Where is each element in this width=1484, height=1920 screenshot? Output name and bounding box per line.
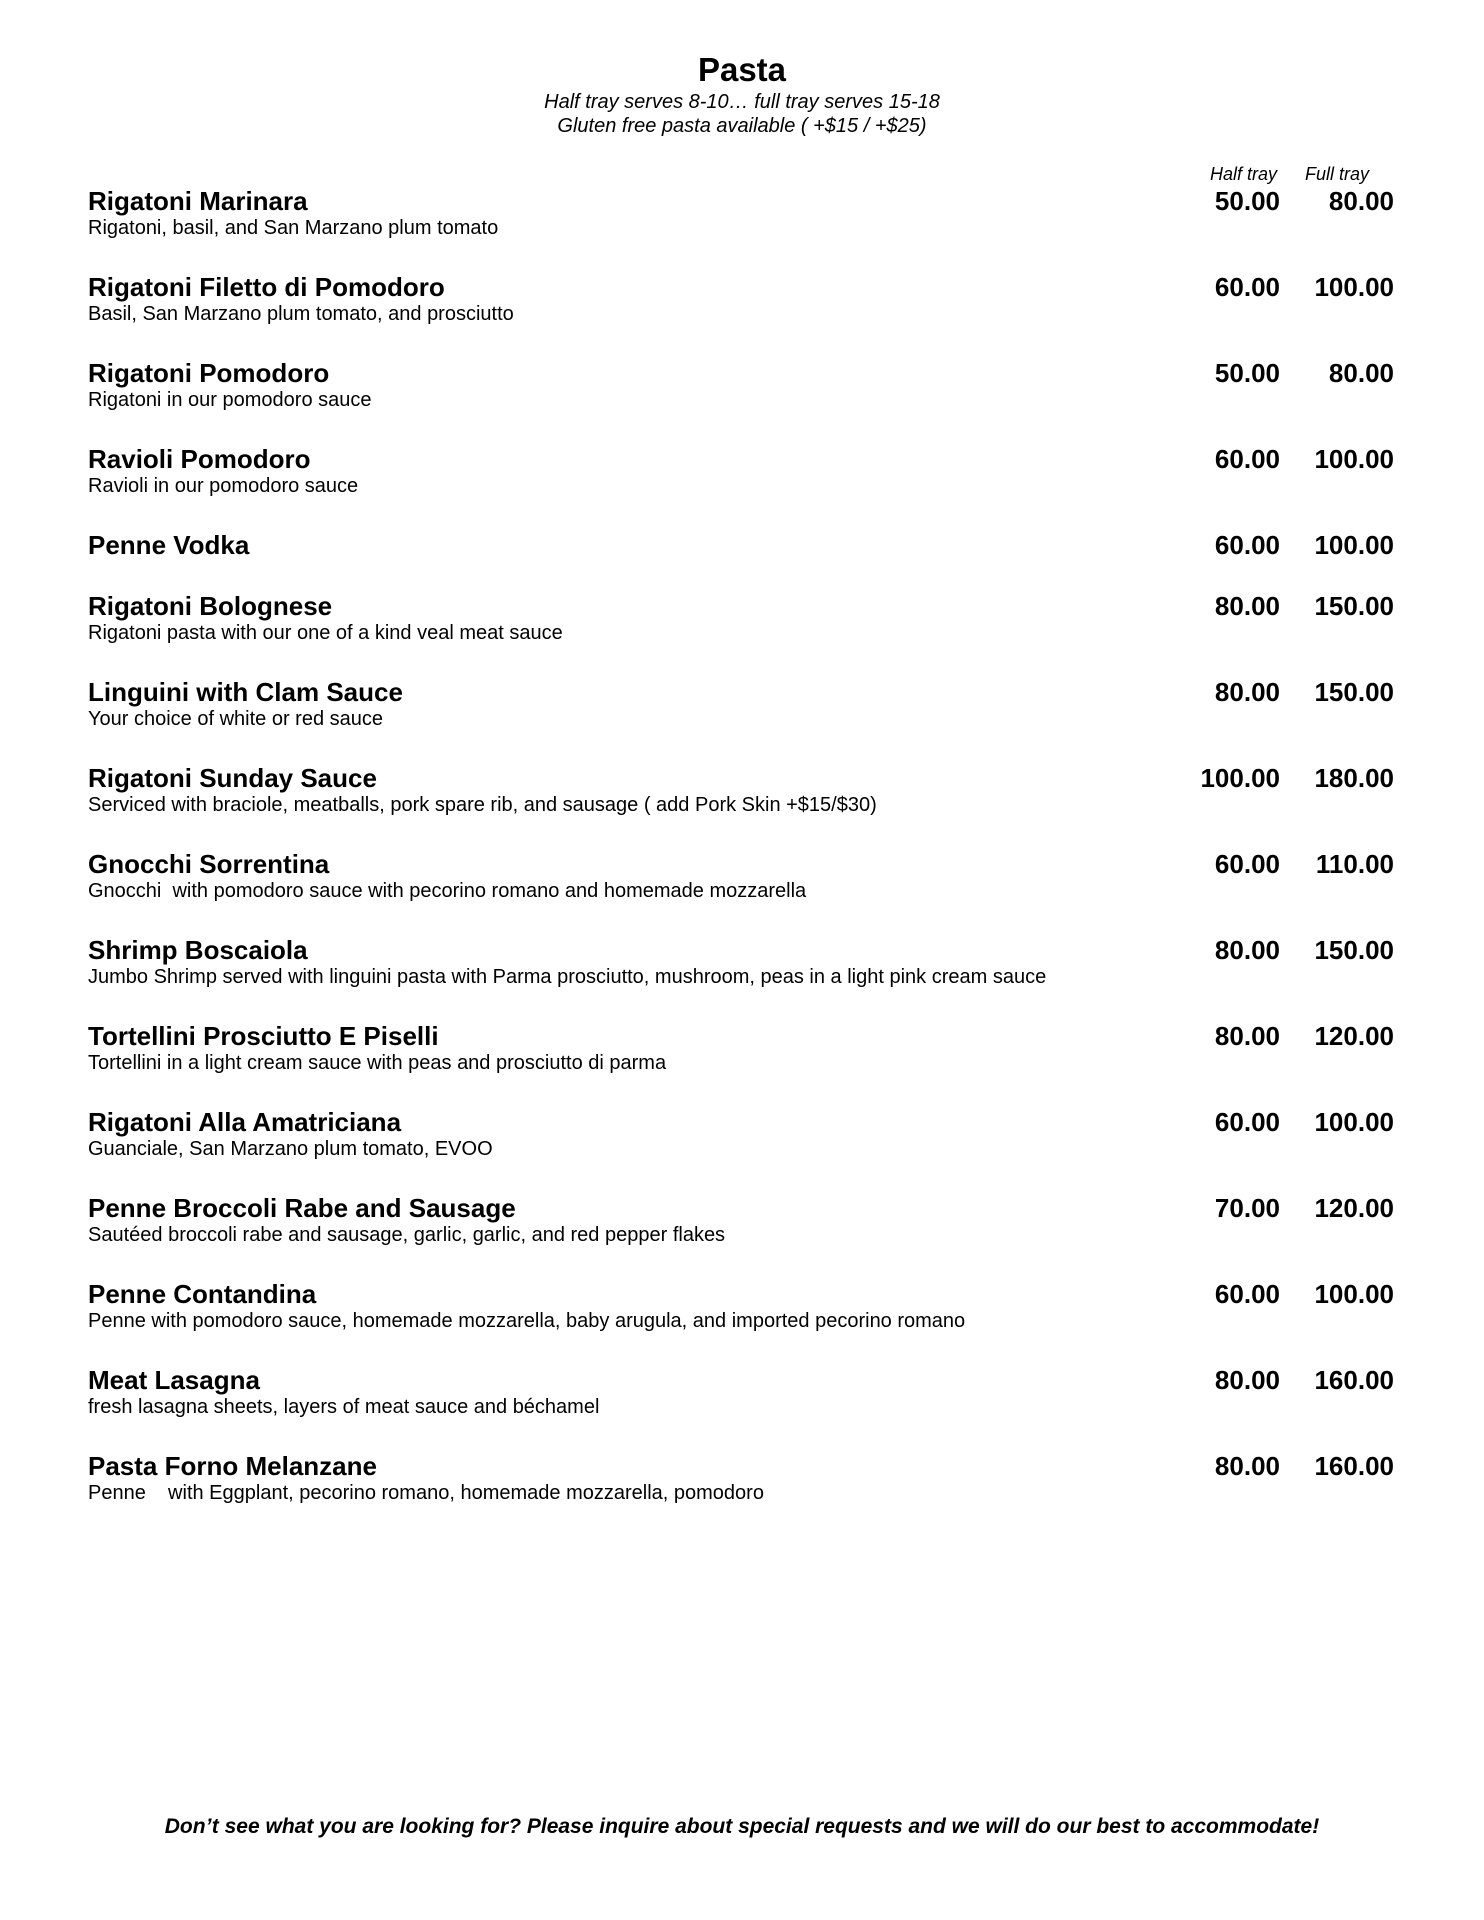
full-tray-price: 160.00	[1314, 1365, 1394, 1395]
item-name: Rigatoni Marinara	[88, 186, 308, 216]
item-name: Rigatoni Bolognese	[88, 591, 333, 621]
item-description: Gnocchi with pomodoro sauce with pecorino romano and homemade mozzarella	[88, 880, 807, 902]
half-tray-price: 50.00	[1214, 186, 1280, 216]
item-description: Ravioli in our pomodoro sauce	[88, 475, 359, 497]
menu-item	[88, 443, 1408, 513]
half-tray-price: 80.00	[1214, 1021, 1280, 1051]
half-tray-price: 60.00	[1214, 849, 1280, 879]
menu-item	[88, 185, 1408, 255]
menu-item	[88, 934, 1408, 1004]
full-tray-column-header: Full tray	[1305, 164, 1370, 184]
half-tray-price: 100.00	[1200, 763, 1280, 793]
half-tray-price: 80.00	[1214, 935, 1280, 965]
item-description: Rigatoni, basil, and San Marzano plum tomato	[88, 217, 499, 239]
menu-item	[88, 1364, 1408, 1434]
item-description: Rigatoni pasta with our one of a kind veal meat sauce	[88, 622, 563, 644]
item-description: Serviced with braciole, meatballs, pork spare rib, and sausage ( add Pork Skin +$15/$30)	[88, 794, 877, 816]
full-tray-price: 150.00	[1314, 935, 1394, 965]
gluten-free-note: Gluten free pasta available ( +$15 / +$25)	[557, 115, 927, 137]
item-description: Guanciale, San Marzano plum tomato, EVOO	[88, 1138, 493, 1160]
item-name: Pasta Forno Melanzane	[88, 1451, 377, 1481]
menu-item	[88, 590, 1408, 660]
full-tray-price: 120.00	[1314, 1193, 1394, 1223]
menu-item	[88, 1106, 1408, 1176]
item-name: Gnocchi Sorrentina	[88, 849, 330, 879]
item-description: Penne with pomodoro sauce, homemade mozzarella, baby arugula, and imported pecorino romano	[88, 1310, 966, 1332]
menu-item	[88, 271, 1408, 341]
menu-item	[88, 848, 1408, 918]
full-tray-price: 100.00	[1314, 1279, 1394, 1309]
full-tray-price: 80.00	[1328, 186, 1394, 216]
half-tray-price: 50.00	[1214, 358, 1280, 388]
item-name: Rigatoni Filetto di Pomodoro	[88, 272, 445, 302]
item-name: Ravioli Pomodoro	[88, 444, 311, 474]
menu-header	[0, 50, 1484, 138]
full-tray-price: 160.00	[1314, 1451, 1394, 1481]
item-name: Meat Lasagna	[88, 1365, 260, 1395]
half-tray-price: 80.00	[1214, 591, 1280, 621]
page-title: Pasta	[697, 51, 787, 88]
item-name: Rigatoni Sunday Sauce	[88, 763, 377, 793]
item-description: Tortellini in a light cream sauce with peas and prosciutto di parma	[88, 1052, 667, 1074]
item-description: Penne with Eggplant, pecorino romano, homemade mozzarella, pomodoro	[88, 1482, 764, 1504]
half-tray-column-header: Half tray	[1210, 164, 1278, 184]
item-name: Rigatoni Pomodoro	[88, 358, 330, 388]
menu-item	[88, 1020, 1408, 1090]
half-tray-price: 60.00	[1214, 1279, 1280, 1309]
full-tray-price: 100.00	[1314, 444, 1394, 474]
item-description: Sautéed broccoli rabe and sausage, garlic, garlic, and red pepper flakes	[88, 1224, 726, 1246]
item-name: Rigatoni Alla Amatriciana	[88, 1107, 402, 1137]
menu-item	[88, 1192, 1408, 1262]
item-name: Linguini with Clam Sauce	[88, 677, 403, 707]
half-tray-price: 60.00	[1214, 444, 1280, 474]
full-tray-price: 100.00	[1314, 1107, 1394, 1137]
full-tray-price: 120.00	[1314, 1021, 1394, 1051]
menu-item	[88, 529, 1408, 599]
half-tray-price: 80.00	[1214, 677, 1280, 707]
half-tray-price: 80.00	[1214, 1451, 1280, 1481]
full-tray-price: 180.00	[1314, 763, 1394, 793]
full-tray-price: 150.00	[1314, 591, 1394, 621]
half-tray-price: 60.00	[1214, 530, 1280, 560]
half-tray-price: 80.00	[1214, 1365, 1280, 1395]
menu-item	[88, 762, 1408, 832]
item-description: fresh lasagna sheets, layers of meat sauce and béchamel	[88, 1396, 600, 1418]
menu-item	[88, 1450, 1408, 1520]
menu-item	[88, 676, 1408, 746]
special-requests-note: Don’t see what you are looking for? Please inquire about special requests and we will do our best to accommodate!	[164, 1815, 1320, 1838]
full-tray-price: 150.00	[1314, 677, 1394, 707]
serving-info: Half tray serves 8-10… full tray serves 15-18	[544, 91, 940, 113]
half-tray-price: 70.00	[1214, 1193, 1280, 1223]
full-tray-price: 110.00	[1315, 849, 1394, 879]
half-tray-price: 60.00	[1214, 1107, 1280, 1137]
item-name: Shrimp Boscaiola	[88, 935, 308, 965]
item-description: Jumbo Shrimp served with linguini pasta with Parma prosciutto, mushroom, peas in a light pink cream sauce	[88, 966, 1047, 988]
full-tray-price: 100.00	[1314, 530, 1394, 560]
full-tray-price: 100.00	[1314, 272, 1394, 302]
menu-item	[88, 357, 1408, 427]
full-tray-price: 80.00	[1328, 358, 1394, 388]
half-tray-price: 60.00	[1214, 272, 1280, 302]
item-name: Penne Broccoli Rabe and Sausage	[88, 1193, 516, 1223]
item-name: Tortellini Prosciutto E Piselli	[88, 1021, 439, 1051]
item-description: Basil, San Marzano plum tomato, and prosciutto	[88, 303, 514, 325]
menu-item	[88, 1278, 1408, 1348]
item-name: Penne Contandina	[88, 1279, 317, 1309]
item-name: Penne Vodka	[88, 530, 250, 560]
item-description: Rigatoni in our pomodoro sauce	[88, 389, 372, 411]
item-description: Your choice of white or red sauce	[88, 708, 383, 730]
